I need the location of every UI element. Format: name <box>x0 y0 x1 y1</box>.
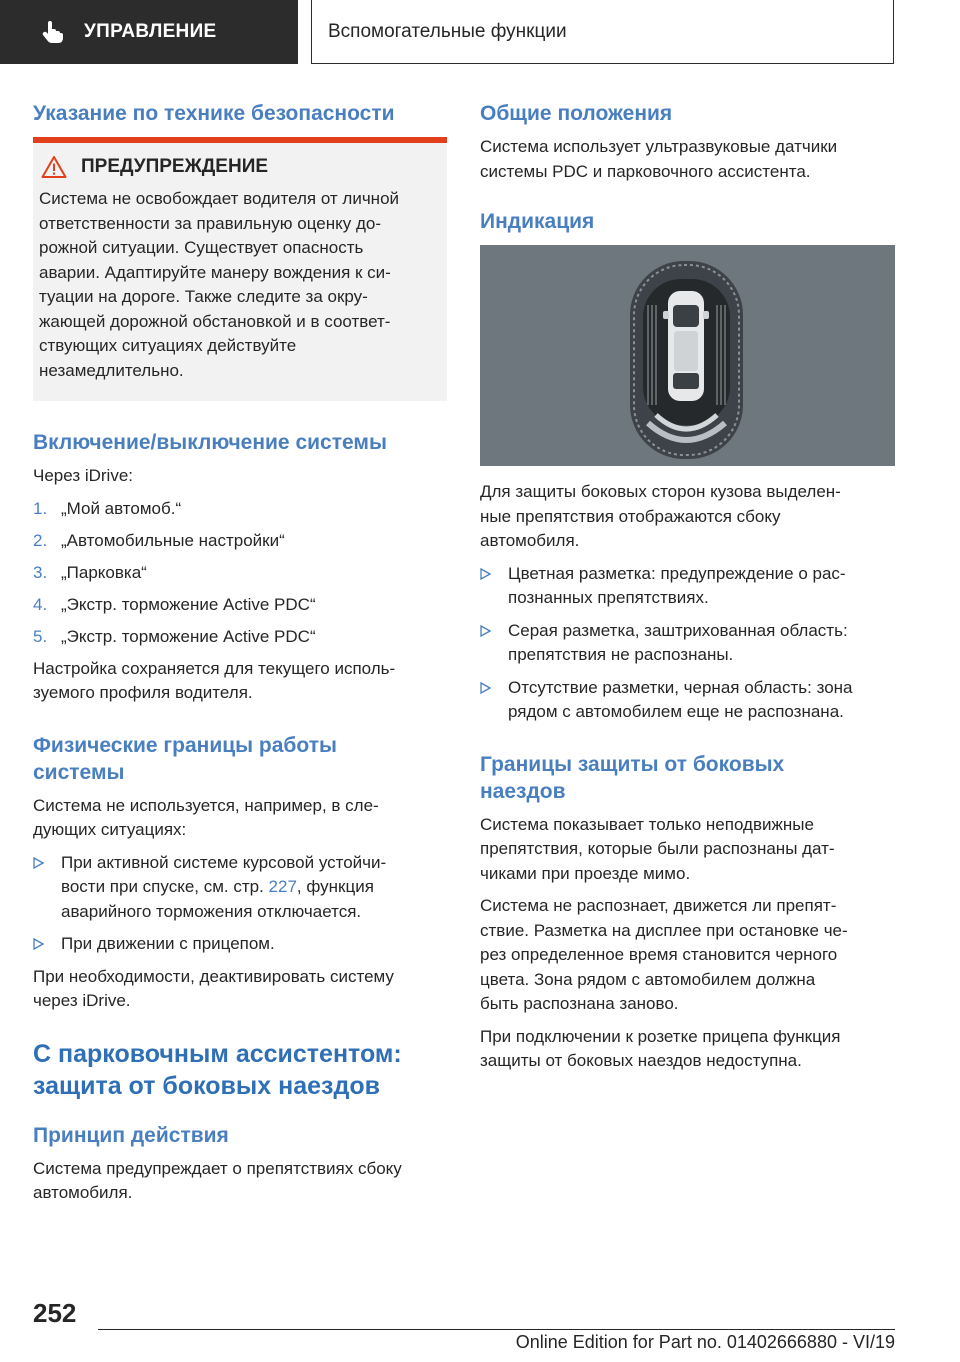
right-column <box>480 100 895 1082</box>
bullet-triangle-icon <box>480 625 491 637</box>
general-text: Система использует ультразвуковые датчики системы PDC и парковочного ассистента. <box>480 137 838 181</box>
onoff-heading: Включение/выключение системы <box>33 431 387 454</box>
list-item: 3. „Парковка“ <box>33 562 147 582</box>
limits-heading: Физические границы работы системы <box>33 733 337 784</box>
main-heading: С парковочным ассистентом: защита от боковых наездов <box>33 1039 402 1100</box>
limits-list <box>33 851 447 957</box>
steps-list <box>33 497 447 650</box>
list-item: Цветная разметка: предупреждение о рас- познанных препятствиях. <box>480 562 895 611</box>
warning-box <box>33 143 447 401</box>
bounds-text-3: При подключении к розетке прицепа функция защиты от боковых наездов недоступна. <box>480 1026 841 1070</box>
general-heading: Общие положения <box>480 102 673 125</box>
page-link-227[interactable]: 227 <box>268 877 297 896</box>
list-item: 1. „Мой автомоб.“ <box>33 498 182 518</box>
chapter-tab <box>311 0 894 64</box>
page-number: 252 <box>33 1298 77 1328</box>
list-item: При активной системе курсовой устойчи- вости при спуске, см. стр. 227, функция аварийного торможения отключается. <box>33 851 447 925</box>
deactivate-note: При необходимости, деактивировать систему через iDrive. <box>33 966 394 1010</box>
list-item: Отсутствие разметки, черная область: зона рядом с автомобилем еще не распознана. <box>480 676 895 725</box>
footer-rule <box>98 1329 895 1330</box>
edition-note: Online Edition for Part no. 01402666880 - VI/19 <box>515 1332 895 1352</box>
via-idrive: Через iDrive: <box>33 466 134 485</box>
hand-pointer-icon <box>40 19 66 45</box>
warning-title: ПРЕДУПРЕЖДЕНИЕ <box>81 156 269 177</box>
parking-display-image <box>480 245 895 466</box>
limits-intro: Система не используется, например, в сле- дующих ситуациях: <box>33 795 379 839</box>
list-item: Серая разметка, заштрихованная область: препятствия не распознаны. <box>480 619 895 668</box>
bullet-triangle-icon <box>33 857 44 869</box>
chapter-title: Вспомогательные функции <box>328 20 567 42</box>
safety-heading: Указание по технике безопасности <box>33 102 395 125</box>
saved-note: Настройка сохраняется для текущего исполь- зуемого профиля водителя. <box>33 658 396 702</box>
bullet-triangle-icon <box>480 568 491 580</box>
warning-triangle-icon <box>41 155 67 179</box>
indication-list <box>480 562 895 725</box>
indication-heading: Индикация <box>480 210 595 233</box>
list-item: 2. „Автомобильные настройки“ <box>33 530 285 550</box>
bullet-triangle-icon <box>33 938 44 950</box>
principle-heading: Принцип действия <box>33 1123 229 1147</box>
principle-text: Система предупреждает о препятствиях сбоку автомобиля. <box>33 1158 402 1202</box>
figure-caption: Для защиты боковых сторон кузова выделен- ные препятствия отображаются сбоку автомобиля. <box>480 482 841 550</box>
bounds-text-2: Система не распознает, движется ли препят- ствие. Разметка на дисплее при остановке че- рез определенное время становится черного цвета. Зона рядом с автомобилем должна быть распознана заново. <box>480 896 848 1013</box>
left-column <box>33 100 447 1214</box>
section-title: УПРАВЛЕНИЕ <box>84 21 217 42</box>
bounds-text-1: Система показывает только неподвижные препятствия, которые были распознаны дат- чиками при проезде мимо. <box>480 814 835 883</box>
bounds-heading: Границы защиты от боковых наездов <box>480 752 785 803</box>
list-item: При движении с прицепом. <box>33 932 447 957</box>
bullet-triangle-icon <box>480 682 491 694</box>
warning-title-row <box>39 155 439 179</box>
warning-text: Система не освобождает водителя от личной ответственности за правильную оценку до- рожной ситуации. Существует опасность аварии. Адаптируйте манеру вождения к си- туации на дороге. Также следите за окру- жающей дорожной обстановкой и в соответ- ствующих ситуациях действуйте незамедлительно. <box>39 189 400 380</box>
list-item: 4. „Экстр. торможение Active PDC“ <box>33 594 316 614</box>
list-item: 5. „Экстр. торможение Active PDC“ <box>33 626 316 646</box>
section-tab <box>0 0 298 64</box>
